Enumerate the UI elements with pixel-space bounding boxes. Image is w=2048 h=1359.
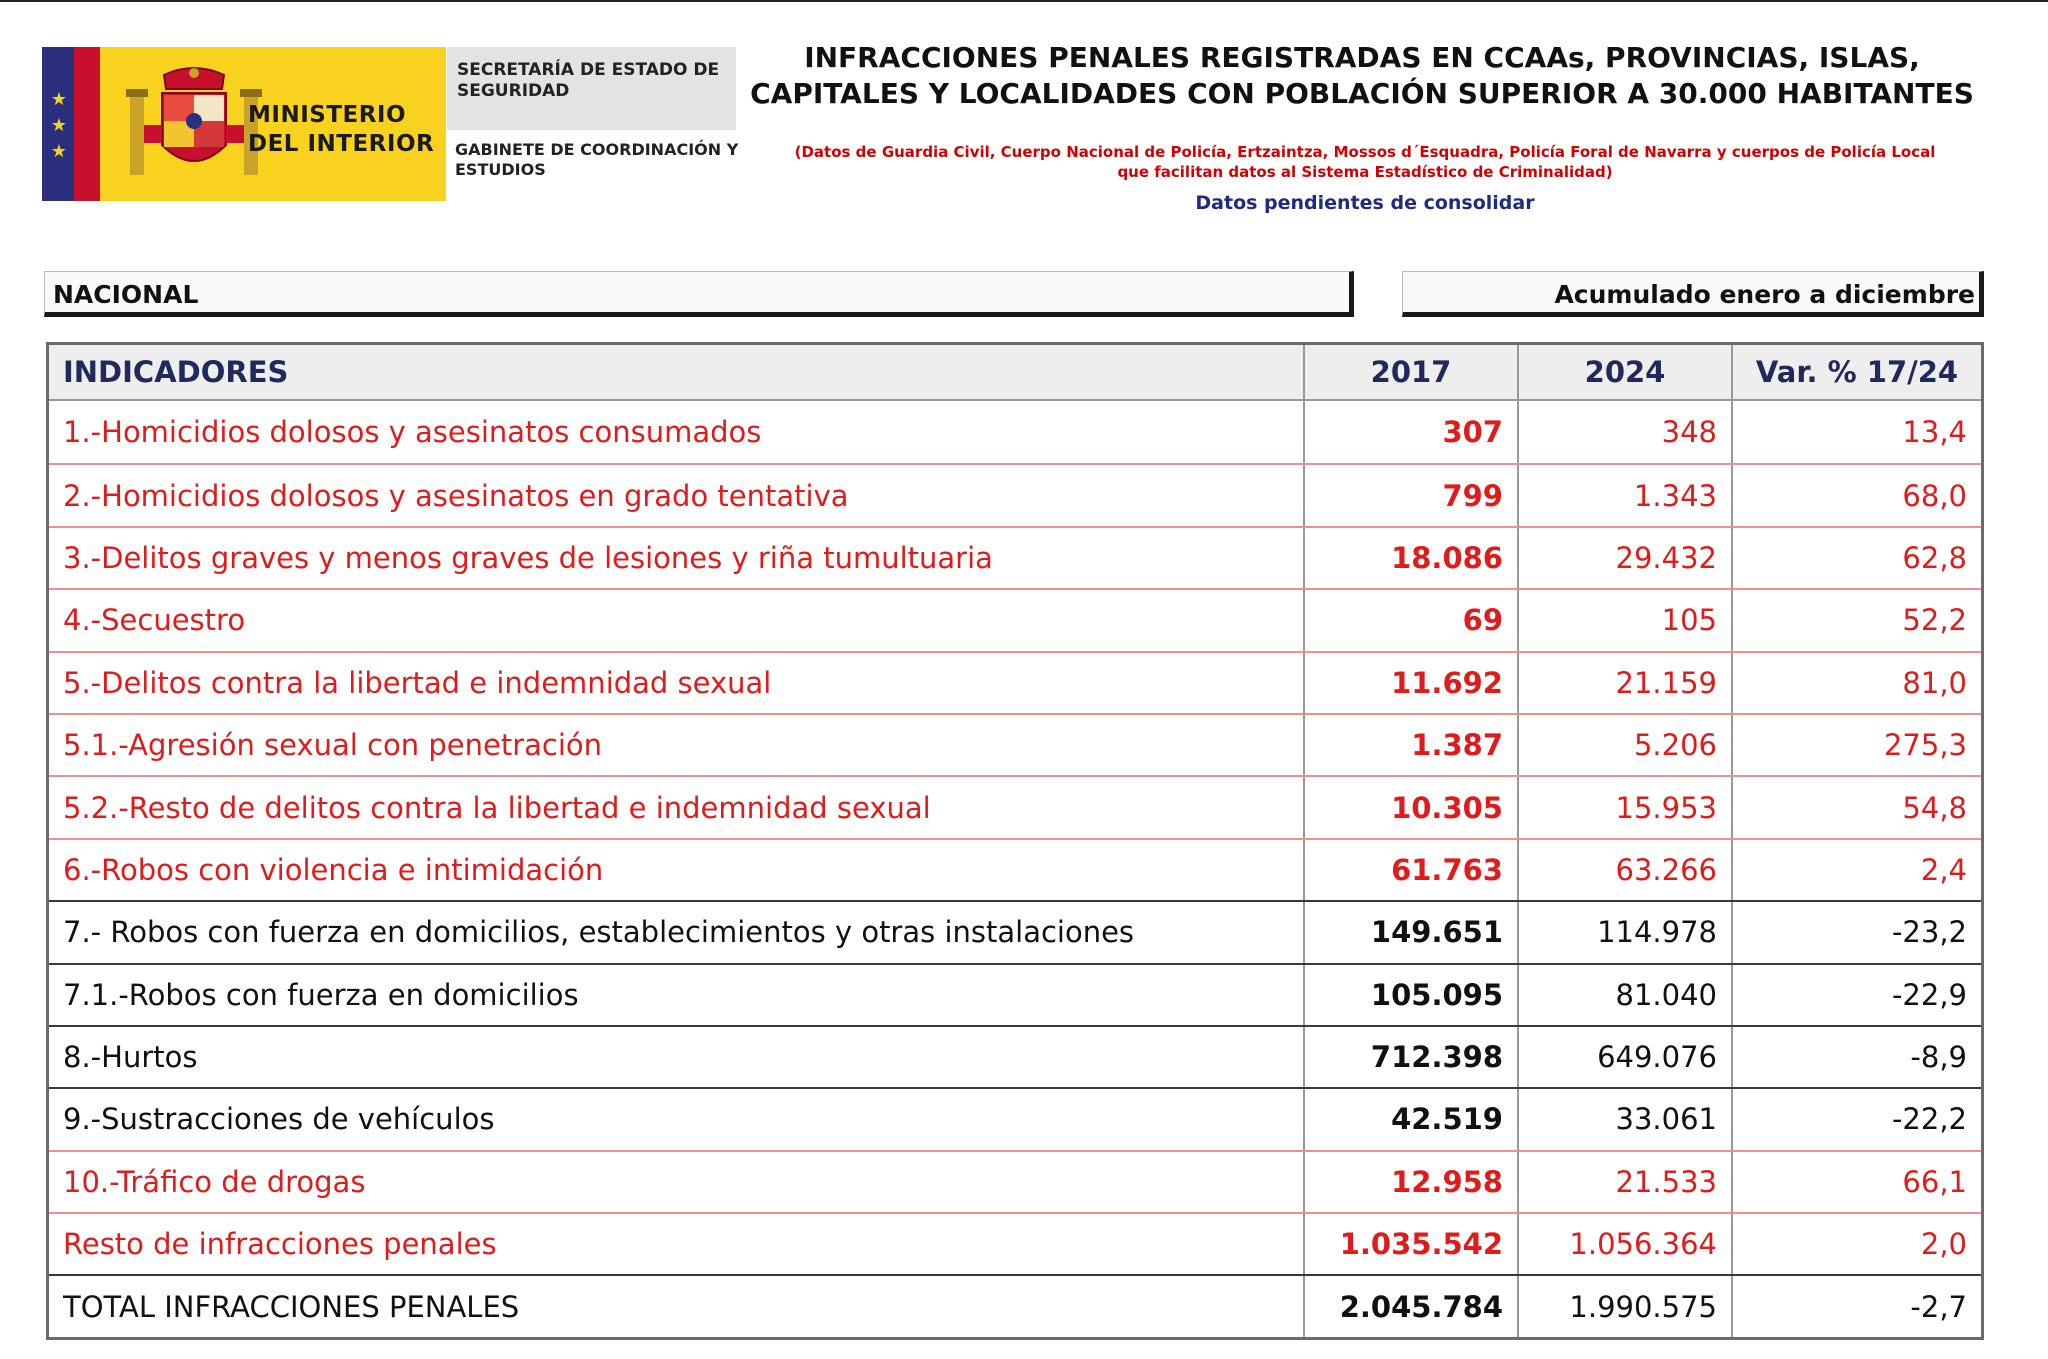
value-2017: 42.519: [1305, 1089, 1519, 1149]
value-2017: 12.958: [1305, 1152, 1519, 1212]
pending-note: Datos pendientes de consolidar: [1195, 192, 1535, 214]
ministry-line-1: MINISTERIO: [248, 102, 407, 128]
indicator-label: 4.-Secuestro: [49, 590, 1305, 650]
period-label: Acumulado enero a diciembre: [1554, 280, 1975, 309]
header-var: Var. % 17/24: [1755, 355, 1959, 389]
value-var: -23,2: [1891, 915, 1967, 950]
indicator-label: 10.-Tráfico de drogas: [49, 1152, 1305, 1212]
table-header-row: [49, 345, 1981, 401]
value-var: 54,8: [1902, 790, 1967, 825]
value-2024: 114.978: [1519, 902, 1733, 962]
table-row: [49, 775, 1981, 837]
value-2024: 63.266: [1519, 840, 1733, 900]
secretaria-title: SECRETARÍA DE ESTADO DE SEGURIDAD: [457, 60, 720, 101]
value-2017: 105.095: [1305, 965, 1519, 1025]
region-label: NACIONAL: [53, 280, 199, 309]
value-2017: 799: [1305, 465, 1519, 525]
value-var: 52,2: [1902, 603, 1967, 638]
header-2017: 2017: [1305, 345, 1519, 399]
table-row: [49, 651, 1981, 713]
value-2017: 712.398: [1305, 1027, 1519, 1087]
gabinete-title: GABINETE DE COORDINACIÓN Y ESTUDIOS: [455, 140, 739, 179]
ministry-logo: [42, 47, 446, 201]
table-row: [49, 1150, 1981, 1212]
value-var: 66,1: [1902, 1164, 1967, 1199]
indicator-label: 7.- Robos con fuerza en domicilios, establecimientos y otras instalaciones: [49, 902, 1305, 962]
value-var: 275,3: [1883, 728, 1967, 763]
value-2024: 29.432: [1519, 528, 1733, 588]
star-icons: ★ ★ ★: [50, 89, 68, 162]
table-row: [49, 1087, 1981, 1149]
value-var: 13,4: [1902, 415, 1967, 450]
table-row: [49, 588, 1981, 650]
value-var: 68,0: [1902, 478, 1967, 513]
value-2017: 18.086: [1305, 528, 1519, 588]
value-2024: 348: [1519, 401, 1733, 463]
indicator-label: 2.-Homicidios dolosos y asesinatos en grado tentativa: [49, 465, 1305, 525]
table-row: [49, 401, 1981, 463]
value-2024: 1.990.575: [1519, 1276, 1733, 1336]
ministry-line-2: DEL INTERIOR: [248, 131, 435, 157]
table-row: [49, 463, 1981, 525]
value-2017: 1.387: [1305, 715, 1519, 775]
value-var: -22,2: [1891, 1102, 1967, 1137]
value-2024: 105: [1519, 590, 1733, 650]
table-row: [49, 1025, 1981, 1087]
value-2024: 5.206: [1519, 715, 1733, 775]
page-title: INFRACCIONES PENALES REGISTRADAS EN CCAAs, PROVINCIAS, ISLAS, CAPITALES Y LOCALIDADES CON POBLACIÓN SUPERIOR A 30.000 HABITANTES: [750, 41, 1974, 110]
indicators-table: [46, 342, 1984, 1340]
value-2017: 69: [1305, 590, 1519, 650]
table-row: [49, 1212, 1981, 1274]
value-var: 81,0: [1902, 665, 1967, 700]
value-2017: 149.651: [1305, 902, 1519, 962]
coat-of-arms-icon: [124, 65, 264, 185]
period-bar: [1402, 271, 1984, 317]
header-indicadores: INDICADORES: [49, 345, 1305, 399]
indicator-label: 9.-Sustracciones de vehículos: [49, 1089, 1305, 1149]
indicator-label: 5.1.-Agresión sexual con penetración: [49, 715, 1305, 775]
indicator-label: 5.2.-Resto de delitos contra la libertad e indemnidad sexual: [49, 777, 1305, 837]
indicator-label: 5.-Delitos contra la libertad e indemnidad sexual: [49, 653, 1305, 713]
value-2024: 1.343: [1519, 465, 1733, 525]
value-var: 2,4: [1920, 852, 1967, 887]
indicator-label: 8.-Hurtos: [49, 1027, 1305, 1087]
indicator-label: Resto de infracciones penales: [49, 1214, 1305, 1274]
value-2024: 81.040: [1519, 965, 1733, 1025]
value-2024: 15.953: [1519, 777, 1733, 837]
value-var: 62,8: [1902, 540, 1967, 575]
value-var: 2,0: [1920, 1227, 1967, 1262]
table-row: [49, 1274, 1981, 1336]
value-var: -8,9: [1910, 1040, 1967, 1075]
value-2017: 2.045.784: [1305, 1276, 1519, 1336]
value-2017: 11.692: [1305, 653, 1519, 713]
indicator-label: 6.-Robos con violencia e intimidación: [49, 840, 1305, 900]
value-2017: 307: [1305, 401, 1519, 463]
value-2017: 10.305: [1305, 777, 1519, 837]
value-2024: 21.159: [1519, 653, 1733, 713]
table-row: [49, 713, 1981, 775]
value-2017: 61.763: [1305, 840, 1519, 900]
table-row: [49, 963, 1981, 1025]
value-2024: 649.076: [1519, 1027, 1733, 1087]
header-2024: 2024: [1519, 345, 1733, 399]
table-row: [49, 838, 1981, 900]
top-rule: [0, 0, 2048, 2]
data-sources-note: (Datos de Guardia Civil, Cuerpo Nacional de Policía, Ertzaintza, Mossos d´Esquadra, Policía Foral de Navarra y cuerpos de Policía Local que facilitan datos al Sistema Estadístico de Criminalidad): [794, 143, 1936, 181]
indicator-label: 3.-Delitos graves y menos graves de lesiones y riña tumultuaria: [49, 528, 1305, 588]
value-2024: 1.056.364: [1519, 1214, 1733, 1274]
value-2024: 33.061: [1519, 1089, 1733, 1149]
value-2024: 21.533: [1519, 1152, 1733, 1212]
value-var: -22,9: [1891, 977, 1967, 1012]
value-2017: 1.035.542: [1305, 1214, 1519, 1274]
table-body: [49, 401, 1981, 1337]
indicator-label: 1.-Homicidios dolosos y asesinatos consumados: [49, 401, 1305, 463]
region-bar: [44, 271, 1354, 317]
table-row: [49, 900, 1981, 962]
value-var: -2,7: [1910, 1289, 1967, 1324]
ministry-name: [248, 101, 434, 159]
indicator-label: TOTAL INFRACCIONES PENALES: [49, 1276, 1305, 1336]
table-row: [49, 526, 1981, 588]
indicator-label: 7.1.-Robos con fuerza en domicilios: [49, 965, 1305, 1025]
